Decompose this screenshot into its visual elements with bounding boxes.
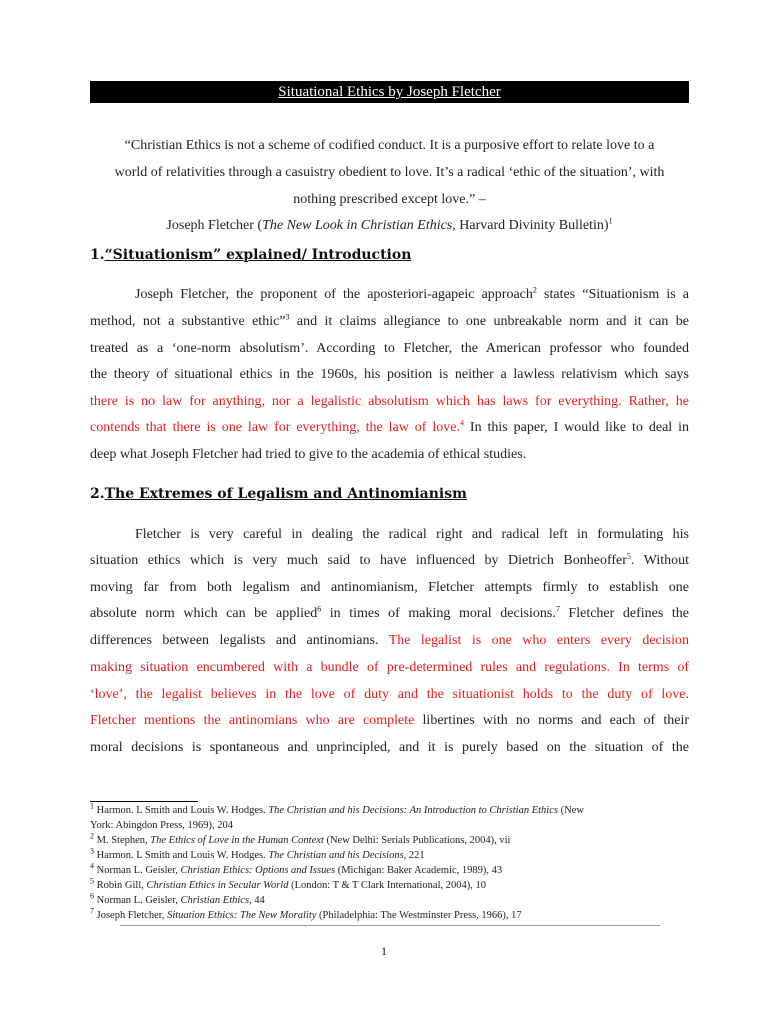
- footnote-ref[interactable]: 7: [555, 604, 560, 614]
- footnote-number: 1: [90, 801, 94, 811]
- footnote-ref[interactable]: 1: [608, 216, 613, 226]
- text-run: differences between legalists and antinomians.: [90, 633, 389, 648]
- highlighted-text: The legalist is one who enters every decision: [388, 633, 689, 648]
- footnote-separator: [90, 801, 198, 802]
- footnote: [90, 906, 689, 921]
- footnote-ref[interactable]: 5: [626, 551, 631, 561]
- footnote-text: Norman L. Geisler,: [96, 895, 181, 906]
- paragraph-line: deep what Joseph Fletcher had tried to give to the academia of ethical studies.: [90, 447, 527, 462]
- footnote-title: Christian Ethics,: [180, 895, 252, 906]
- paragraph-line: moving far from both legalism and antinomianism, Fletcher attempts firmly to establish one: [90, 580, 689, 595]
- paragraph-line: [90, 314, 689, 330]
- footnote-end-rule: [120, 925, 660, 926]
- text-run: method, not a substantive ethic”: [90, 314, 286, 329]
- footnote-text: York: Abingdon Press, 1969), 204: [90, 820, 234, 831]
- footnote: [90, 831, 689, 846]
- footnote: [90, 891, 689, 906]
- text-run: . Without: [630, 553, 689, 568]
- section-title: The Extremes of Legalism and Antinomianism: [104, 486, 467, 502]
- footnote-title: The Ethics of Love in the Human Context: [150, 835, 324, 846]
- section-number: 1.: [90, 247, 105, 263]
- footnote-text: M. Stephen,: [96, 835, 151, 846]
- footnote-text: Harmon. L Smith and Louis W. Hodges.: [96, 805, 269, 816]
- paragraph-line: [90, 633, 689, 649]
- attribution-suffix: , Harvard Divinity Bulletin): [452, 218, 609, 233]
- page-number: 1: [381, 944, 387, 958]
- epigraph-line: world of relativities through a casuistry obedient to love. It’s a radical ‘ethic of the situation’, with: [114, 165, 665, 180]
- paragraph-line: moral decisions is spontaneous and unprincipled, and it is purely based on the situation of the: [90, 740, 689, 755]
- section-heading-1: [90, 247, 411, 263]
- paragraph-line: [90, 713, 689, 729]
- footnote-text: Joseph Fletcher,: [96, 910, 168, 921]
- paragraph-line: the theory of situational ethics in the 1960s, his position is neither a lawless relativism which says: [90, 367, 689, 382]
- footnote-text: (New: [557, 805, 584, 816]
- epigraph-line: “Christian Ethics is not a scheme of codified conduct. It is a purposive effort to relate love to a: [124, 138, 655, 153]
- footnote-text: 221: [406, 850, 425, 861]
- footnote-ref[interactable]: 2: [532, 285, 537, 295]
- paragraph-line: [90, 606, 689, 622]
- footnote: [90, 861, 689, 876]
- footnote-text: (Philadelphia: The Westminster Press, 1966), 17: [316, 910, 522, 921]
- text-run: absolute norm which can be applied: [90, 606, 318, 621]
- paragraph-line: Fletcher is very careful in dealing the radical right and radical left in formulating his: [135, 527, 689, 542]
- text-run: states “Situationism is a: [536, 287, 689, 302]
- footnote-ref[interactable]: 6: [317, 604, 322, 614]
- footnote-number: 2: [90, 831, 94, 841]
- epigraph-attribution: [90, 218, 689, 234]
- section-heading-2: [90, 486, 467, 502]
- attribution-prefix: Joseph Fletcher (: [166, 218, 263, 233]
- footnote-text: Harmon. L Smith and Louis W. Hodges.: [96, 850, 269, 861]
- text-run: Joseph Fletcher, the proponent of the aposteriori-agapeic approach: [135, 287, 533, 302]
- section-number: 2.: [90, 486, 105, 502]
- paragraph-line: [90, 420, 689, 436]
- document-title: [90, 81, 689, 103]
- text-run: situation ethics which is very much said to have influenced by Dietrich Bonheoffer: [90, 553, 627, 568]
- footnote-number: 3: [90, 846, 94, 856]
- section-title: “Situationism” explained/ Introduction: [104, 247, 412, 263]
- footnote-text: Norman L. Geisler,: [96, 865, 181, 876]
- highlighted-line: there is no law for anything, nor a legalistic absolutism which has laws for everything. Rather, he: [90, 394, 689, 409]
- footnote-title: Christian Ethics in Secular World: [146, 880, 289, 891]
- footnote: [90, 820, 689, 831]
- text-run: and it claims allegiance to one unbreakable norm and it can be: [289, 314, 689, 329]
- footnote: [90, 846, 689, 861]
- footnote-ref[interactable]: 4: [459, 418, 464, 428]
- footnote-text: (London: T & T Clark International, 2004), 10: [288, 880, 486, 891]
- paragraph-line: treated as a ‘one-norm absolutism’. According to Fletcher, the American professor who founded: [90, 341, 689, 356]
- footnote-title: Situation Ethics: The New Morality: [167, 910, 317, 921]
- highlighted-line: making situation encumbered with a bundle of pre-determined rules and regulations. In terms of: [90, 660, 689, 675]
- footnote-text: (New Delhi: Serials Publications, 2004), vii: [323, 835, 511, 846]
- footnote-ref[interactable]: 3: [285, 312, 290, 322]
- text-run: Fletcher defines the: [559, 606, 689, 621]
- footnote-title: The Christian and his Decisions: An Introduction to Christian Ethics: [268, 805, 558, 816]
- highlighted-text: Fletcher mentions the antinomians who are complete: [90, 713, 415, 728]
- footnote-number: 4: [90, 861, 94, 871]
- text-run: In this paper, I would like to deal in: [463, 420, 690, 435]
- footnote-text: (Michigan: Baker Academic, 1989), 43: [335, 865, 503, 876]
- paragraph-line: [90, 287, 689, 303]
- document-title-text: Situational Ethics by Joseph Fletcher: [278, 84, 501, 100]
- paragraph-line: [90, 553, 689, 569]
- attribution-title: The New Look in Christian Ethics: [262, 218, 453, 233]
- text-run: libertines with no norms and each of their: [414, 713, 689, 728]
- highlighted-text: contends that there is one law for everything, the law of love.: [90, 420, 460, 435]
- footnote-title: Christian Ethics: Options and Issues: [180, 865, 336, 876]
- footnote-text: Robin Gill,: [96, 880, 147, 891]
- footnote-number: 6: [90, 891, 94, 901]
- footnote: [90, 801, 689, 816]
- footnote-number: 7: [90, 906, 94, 916]
- highlighted-line: ‘love’, the legalist believes in the love of duty and the situationist holds to the duty of love.: [90, 687, 689, 702]
- text-run: in times of making moral decisions.: [321, 606, 556, 621]
- footnote-title: The Christian and his Decisions,: [268, 850, 407, 861]
- footnote-text: 44: [251, 895, 265, 906]
- footnote: [90, 876, 689, 891]
- epigraph-line: nothing prescribed except love.” –: [293, 192, 486, 207]
- footnote-number: 5: [90, 876, 94, 886]
